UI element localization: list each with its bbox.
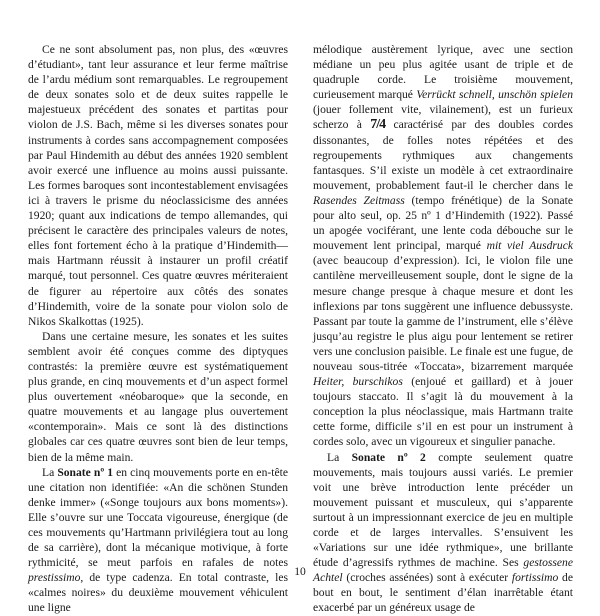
text-run: La: [42, 465, 58, 479]
text-run: (croches assénées) sont à exécuter: [342, 571, 512, 585]
text-run: mélodique austèrement lyrique, avec une section médiane un peu plus agitée usant de triple et de quadruple corde. Le troisième mouvement, curieusement marqué: [313, 43, 573, 102]
paragraph-sonata-1: [28, 465, 288, 616]
text-run: La: [327, 450, 352, 464]
paragraph: Ce ne sont absolument pas, non plus, des «œuvres d’étudiant», tant leur assurance et leur ferme maîtrise de l’ardu médium sont remarquables. Le regroupement de deux sonates solo et de deux suites rappelle le majestueux précédent des sonates et partitas pour violon de J.S. Bach, même si les diverses sonates pour instruments à cordes sans accompagnement composées par Paul Hindemith au début des années 1920 semblent avoir exercé une influence au moins aussi puissante. Les formes baroques sont incontestablement envisagées ici à travers le prisme du néoclassicisme des années 1920; quant aux indications de tempo allemandes, qui précisent le caractère des principales valeurs de notes, elles font fortement écho à la pratique d’Hindemith—mais Hartmann réussit à instaurer un profil créatif marqué, tout personnel. Ces quatre œuvres mériteraient de figurer au répertoire aux côtés des sonates d’Hindemith, voire de la sonate pour violon solo de Nikos Skalkottas (1925).: [28, 43, 288, 328]
dynamic-marking: fortissimo: [511, 571, 559, 585]
sonata-2-heading: Sonate nº 2: [351, 450, 426, 464]
text-run: compte seulement quatre mouvements, mais toujours aussi variés. Le premier voit une brève introduction lente précéder un mouvement puissant et musculeux, qui s’apparente surtout à un impressionnant exercice de jeu en multiple corde et de larges intervalles. S’ensuivent les «Variations sur une idée rythmique», une brillante étude d’agressifs rythmes de machine. Ses: [313, 450, 573, 570]
paragraph-continued: [313, 42, 573, 450]
text-run: en cinq mouvements porte en en-tête une citation non identifiée: «An die schönen Stunden denke immer» («Songe toujours aux bons moments»). Elle s’ouvre sur une Toccata vigoureuse, énergique (de ces mouvements qu’Hartmann privilégiera tout au long de sa carrière), dont la mécanique motivique, à forte rythmicité, se meut parfois en rafales de notes: [28, 465, 288, 570]
text-run: (jouer follement vite, vilainement), est un furieux scherzo à: [313, 103, 573, 132]
left-column: [28, 42, 288, 616]
paragraph: Dans une certaine mesure, les sonates et les suites semblent avoir été conçues comme des diptyques contrastés: la première œuvre est systématiquement plus grande, en cinq mouvements et d’un aspect formel plus ouvertement «néobaroque» que la seconde, en quatre mouvements et au langage plus ouvertement «contemporain». Mais ce sont là des distinctions globales car ces quatre œuvres sont bien de leur temps, bien de la même main.: [28, 329, 288, 464]
time-signature: 7/4: [370, 117, 386, 133]
sonata-1-heading: Sonate nº 1: [57, 465, 114, 479]
text-run: de bout en bout, le sentiment d’élan inarrêtable étant exacerbé par un généreux usage de: [313, 571, 573, 615]
tempo-marking: mit viel Ausdruck: [486, 239, 573, 253]
right-column: [313, 42, 573, 616]
paragraph-sonata-2: [313, 450, 573, 616]
text-run: (tempo frénétique) de la Sonate pour alto seul, op. 25 nº 1 d’Hindemith (1922). Passé un apogée vociférant, une lente coda débouche sur le mouvement lent principal, marqué: [313, 193, 573, 253]
tempo-term: prestissimo: [28, 571, 81, 585]
text-run: , de type cadenza. En total contraste, les «calmes noires» du deuxième mouvement véhiculent une ligne: [28, 571, 288, 615]
page-number: 10: [294, 565, 306, 578]
tempo-marking: Heiter, burschikos: [313, 375, 403, 389]
text-run: (avec beaucoup d’expression). Ici, le violon file une cantilène merveilleusement souple, dont le signe de la mesure change presque à chaque mesure et dont les inflexions par tons suggèrent une influence debussyste. Passant par toute la gamme de l’instrument, elle s’élève jusqu’au registre le plus aigu pour lentement se retirer vers une conclusion paisible. Le finale est une fugue, de nouveau sous-titrée «Toccata», bizarrement marquée: [313, 254, 573, 373]
tempo-marking: Verrückt schnell, unschön spielen: [416, 88, 573, 102]
text-run: (enjoué et gaillard) et à jouer toujours staccato. Il s’agit là du mouvement à la conception la plus néoclassique, mais Hartmann traite cette forme, difficile s’il en est pour un instrument à cordes solo, avec un vigoureux et singulier panache.: [313, 375, 573, 449]
tempo-marking: Rasendes Zeitmass: [313, 193, 405, 207]
tempo-marking: gestossene Achtel: [313, 556, 573, 585]
text-run: caractérisé par des doubles cordes dissonantes, de folles notes répétées et des regroupements rythmiques aux changements fantasques. S’il existe un modèle à cet extraordinaire mouvement, probablement faut-il le chercher dans le: [313, 118, 573, 192]
